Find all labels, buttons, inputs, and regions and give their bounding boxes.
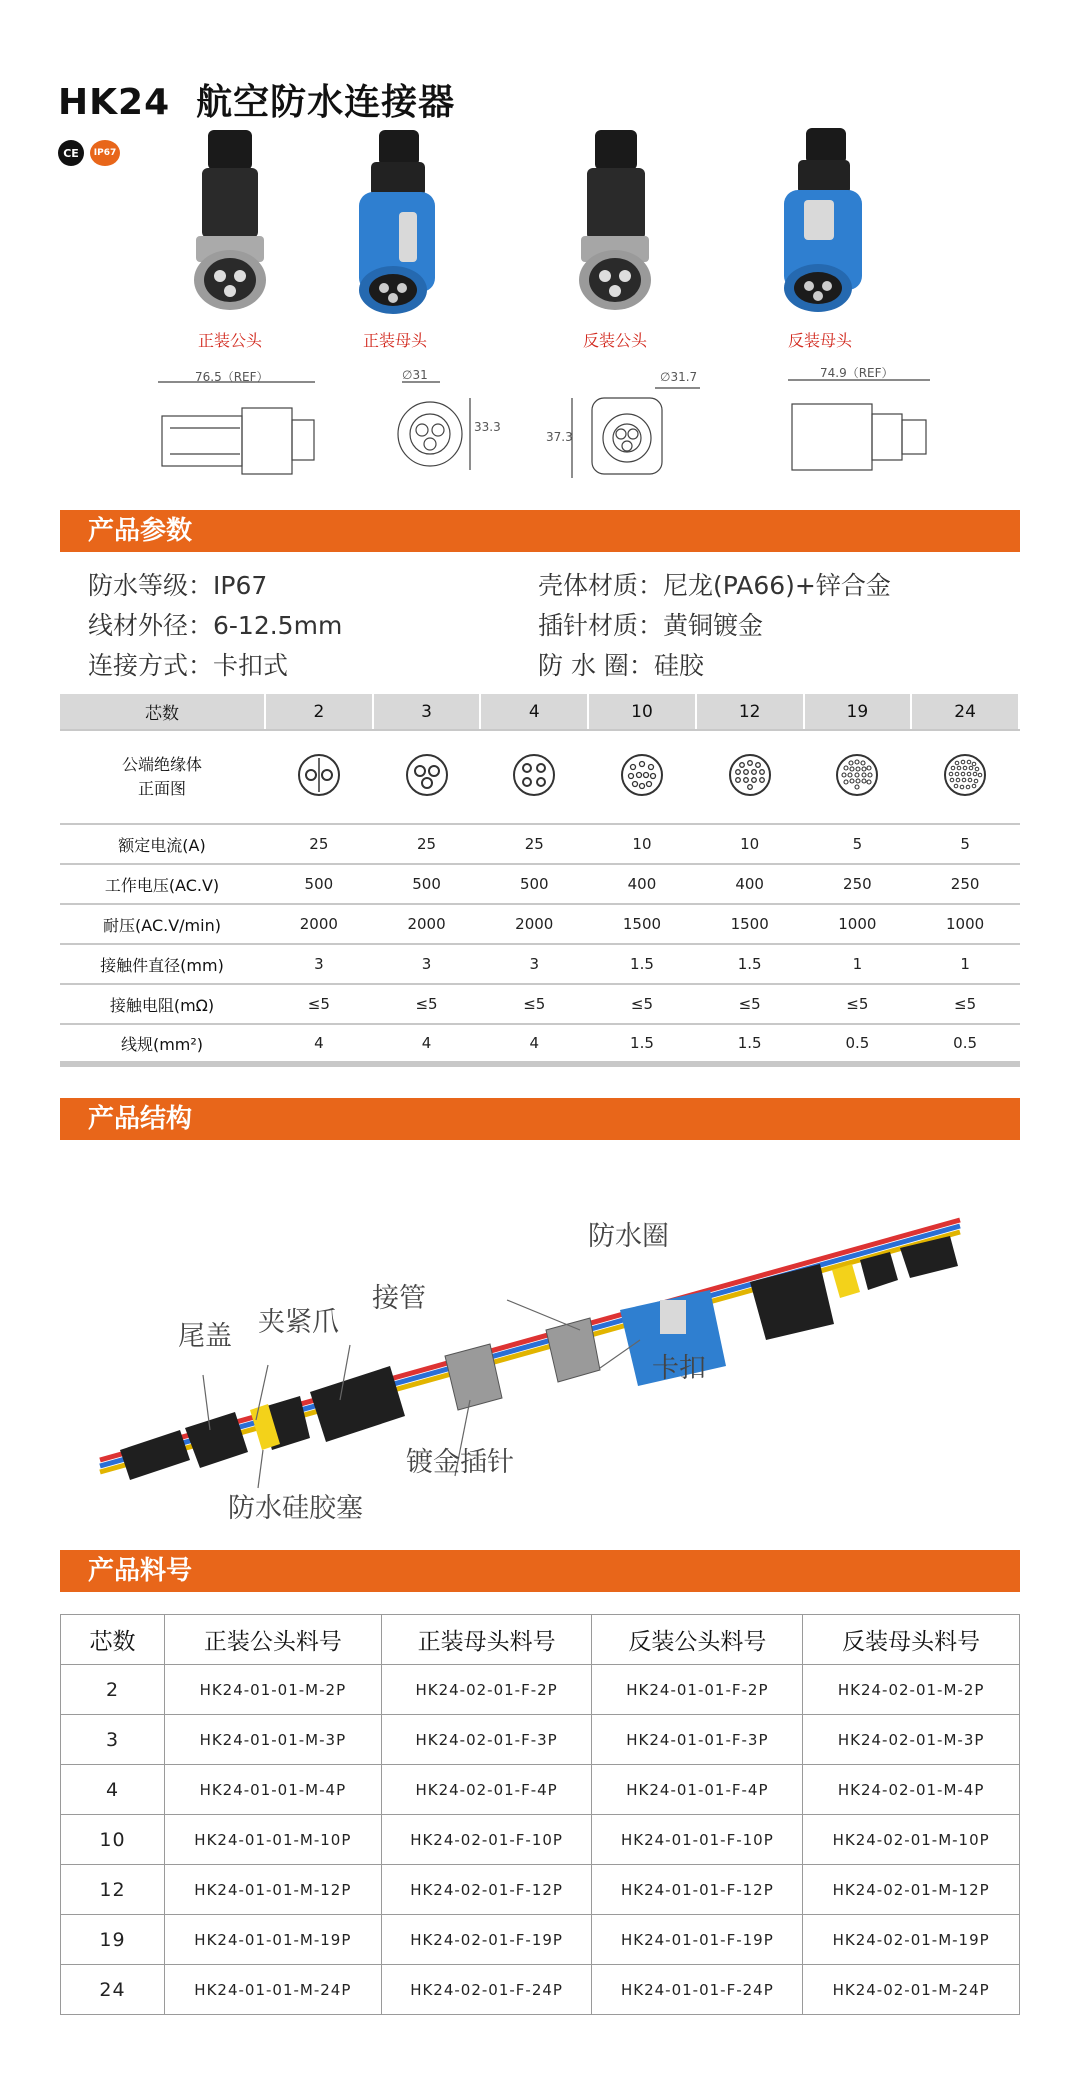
spec-value: ≤5 (696, 984, 804, 1024)
part-number: HK24-02-01-F-3P (381, 1715, 592, 1765)
page-title (58, 74, 455, 125)
part-number: HK24-01-01-M-2P (165, 1665, 382, 1715)
spec-value: 250 (804, 864, 912, 904)
part-number: HK24-01-01-F-4P (592, 1765, 803, 1815)
dimension-length-male: 76.5（REF） (195, 370, 269, 384)
pin-face-2-icon (296, 752, 342, 798)
dimension-height-female: 33.3 (474, 420, 501, 434)
parts-cores: 3 (61, 1715, 165, 1765)
product-straight-female (315, 128, 475, 358)
param-cable-diameter: 线材外径：6-12.5mm (88, 611, 343, 640)
spec-value: 10 (588, 824, 696, 864)
dimension-height-reverse: 37.3 (546, 430, 573, 444)
spec-value: 4 (480, 1024, 588, 1064)
dimension-drawings (140, 368, 940, 488)
section-header-params: 产品参数 (60, 510, 1020, 552)
parts-cores: 10 (61, 1815, 165, 1865)
spec-value: 3 (480, 944, 588, 984)
exploded-structure-diagram (60, 1160, 1020, 1540)
parts-header: 正装母头料号 (381, 1615, 592, 1665)
spec-value: 25 (480, 824, 588, 864)
spec-value: 0.5 (804, 1024, 912, 1064)
pin-face-cell (804, 730, 912, 824)
pin-face-cell (588, 730, 696, 824)
spec-value: 500 (265, 864, 373, 904)
part-number: HK24-02-01-M-2P (803, 1665, 1020, 1715)
spec-value: 1500 (696, 904, 804, 944)
spec-value: 500 (373, 864, 481, 904)
param-shell-material: 壳体材质：尼龙(PA66)+锌合金 (538, 571, 891, 600)
parts-header: 反装公头料号 (592, 1615, 803, 1665)
product-gallery (150, 128, 930, 358)
part-number: HK24-01-01-F-3P (592, 1715, 803, 1765)
reverse-female-connector-icon (760, 128, 880, 318)
ip67-badge-icon: IP67 (90, 140, 120, 166)
product-reverse-female (740, 128, 900, 358)
spec-row-label: 公端绝缘体 正面图 (60, 730, 265, 824)
part-number: HK24-01-01-M-12P (165, 1865, 382, 1915)
part-number: HK24-01-01-F-10P (592, 1815, 803, 1865)
product-caption: 反装母头 (787, 331, 852, 350)
pin-face-24-icon (942, 752, 988, 798)
spec-row (60, 944, 1019, 984)
spec-row (60, 864, 1019, 904)
spec-core-count: 10 (588, 694, 696, 730)
spec-row (60, 984, 1019, 1024)
param-connection: 连接方式：卡扣式 (88, 651, 289, 680)
product-caption: 反装公头 (582, 331, 647, 350)
spec-core-count: 3 (373, 694, 481, 730)
dimension-diameter-female: ∅31 (402, 368, 428, 382)
table-row (61, 1915, 1020, 1965)
pin-face-cell (911, 730, 1019, 824)
pin-face-10-icon (619, 752, 665, 798)
part-number: HK24-02-01-M-10P (803, 1815, 1020, 1865)
spec-core-count: 12 (696, 694, 804, 730)
table-row (61, 1965, 1020, 2015)
spec-pin-face-row (60, 730, 1019, 824)
part-number: HK24-01-01-F-2P (592, 1665, 803, 1715)
label-gold-pins: 镀金插针 (406, 1447, 514, 1478)
label-clamp: 夹紧爪 (258, 1307, 339, 1338)
part-number: HK24-02-01-M-4P (803, 1765, 1020, 1815)
spec-value: 1.5 (588, 944, 696, 984)
pin-face-19-icon (834, 752, 880, 798)
spec-row-label: 接触件直径(mm) (60, 944, 265, 984)
part-number: HK24-01-01-M-10P (165, 1815, 382, 1865)
dimension-drawings-icon (140, 368, 940, 488)
part-number: HK24-01-01-F-19P (592, 1915, 803, 1965)
spec-value: 25 (265, 824, 373, 864)
spec-header-row (60, 694, 1019, 730)
spec-value: 1.5 (588, 1024, 696, 1064)
pin-face-cell (696, 730, 804, 824)
spec-value: 5 (911, 824, 1019, 864)
ce-badge-icon: CE (58, 140, 84, 166)
part-number: HK24-02-01-F-24P (381, 1965, 592, 2015)
pin-face-cell (480, 730, 588, 824)
spec-value: 1000 (804, 904, 912, 944)
straight-male-connector-icon (170, 128, 290, 318)
section-header-structure: 产品结构 (60, 1098, 1020, 1140)
part-number: HK24-02-01-F-10P (381, 1815, 592, 1865)
label-silicone-plug: 防水硅胶塞 (228, 1493, 363, 1524)
parts-cores: 19 (61, 1915, 165, 1965)
spec-value: 3 (373, 944, 481, 984)
pin-face-cell (265, 730, 373, 824)
param-pin-material: 插针材质：黄铜镀金 (538, 611, 764, 640)
pin-face-3-icon (404, 752, 450, 798)
spec-value: 2000 (265, 904, 373, 944)
part-number: HK24-01-01-M-4P (165, 1765, 382, 1815)
spec-value: 0.5 (911, 1024, 1019, 1064)
spec-value: 10 (696, 824, 804, 864)
spec-row-label: 工作电压(AC.V) (60, 864, 265, 904)
table-row (61, 1865, 1020, 1915)
spec-value: 400 (696, 864, 804, 904)
label-connector-tube: 接管 (372, 1283, 426, 1314)
spec-value: ≤5 (373, 984, 481, 1024)
spec-value: 4 (265, 1024, 373, 1064)
spec-core-count: 24 (911, 694, 1019, 730)
spec-row-label: 耐压(AC.V/min) (60, 904, 265, 944)
parts-header-row (61, 1615, 1020, 1665)
spec-core-count: 19 (804, 694, 912, 730)
pin-face-12-icon (727, 752, 773, 798)
spec-value: 2000 (480, 904, 588, 944)
param-waterproof: 防水等级：IP67 (88, 571, 268, 600)
section-header-part-numbers: 产品料号 (60, 1550, 1020, 1592)
spec-value: 400 (588, 864, 696, 904)
parts-header: 反装母头料号 (803, 1615, 1020, 1665)
part-number: HK24-02-01-M-19P (803, 1915, 1020, 1965)
dimension-length-reverse: 74.9（REF） (820, 366, 894, 380)
param-seal: 防 水 圈：硅胶 (538, 651, 704, 680)
pin-face-4-icon (511, 752, 557, 798)
spec-table (60, 694, 1020, 1067)
spec-row-label: 接触电阻(mΩ) (60, 984, 265, 1024)
spec-value: ≤5 (911, 984, 1019, 1024)
spec-value: 4 (373, 1024, 481, 1064)
params-row (88, 606, 988, 646)
spec-row (60, 1024, 1019, 1064)
parts-header: 芯数 (61, 1615, 165, 1665)
spec-row (60, 904, 1019, 944)
straight-female-connector-icon (335, 128, 455, 318)
part-number: HK24-01-01-M-19P (165, 1915, 382, 1965)
product-reverse-male (535, 128, 695, 358)
spec-value: ≤5 (480, 984, 588, 1024)
spec-header-label: 芯数 (60, 694, 265, 730)
spec-value: 5 (804, 824, 912, 864)
table-row (61, 1665, 1020, 1715)
product-caption: 正装母头 (362, 331, 427, 350)
spec-row-label: 线规(mm²) (60, 1024, 265, 1064)
dimension-diameter-reverse: ∅31.7 (660, 370, 698, 384)
part-number: HK24-02-01-M-12P (803, 1865, 1020, 1915)
spec-core-count: 2 (265, 694, 373, 730)
pin-face-cell (373, 730, 481, 824)
spec-row (60, 824, 1019, 864)
label-waterproof-ring: 防水圈 (588, 1221, 669, 1252)
params-row (88, 646, 988, 686)
part-number: HK24-02-01-F-2P (381, 1665, 592, 1715)
product-straight-male (150, 128, 310, 358)
parts-cores: 12 (61, 1865, 165, 1915)
spec-value: 1000 (911, 904, 1019, 944)
part-number: HK24-02-01-F-19P (381, 1915, 592, 1965)
spec-value: 250 (911, 864, 1019, 904)
spec-value: 1.5 (696, 944, 804, 984)
part-number: HK24-01-01-M-3P (165, 1715, 382, 1765)
parts-cores: 4 (61, 1765, 165, 1815)
params-list (88, 566, 988, 686)
parts-cores: 24 (61, 1965, 165, 2015)
table-row (61, 1715, 1020, 1765)
part-number-table (60, 1614, 1020, 2015)
table-row (61, 1765, 1020, 1815)
label-latch: 卡扣 (652, 1353, 706, 1384)
part-number: HK24-02-01-M-24P (803, 1965, 1020, 2015)
parts-header: 正装公头料号 (165, 1615, 382, 1665)
spec-value: 1 (804, 944, 912, 984)
certification-badges (58, 140, 120, 166)
label-tail-cap: 尾盖 (178, 1321, 232, 1352)
spec-value: 25 (373, 824, 481, 864)
spec-value: ≤5 (265, 984, 373, 1024)
spec-value: 500 (480, 864, 588, 904)
spec-value: 1500 (588, 904, 696, 944)
table-row (61, 1815, 1020, 1865)
part-number: HK24-01-01-M-24P (165, 1965, 382, 2015)
spec-core-count: 4 (480, 694, 588, 730)
reverse-male-connector-icon (555, 128, 675, 318)
spec-value: 1 (911, 944, 1019, 984)
part-number: HK24-02-01-M-3P (803, 1715, 1020, 1765)
part-number: HK24-01-01-F-12P (592, 1865, 803, 1915)
spec-row-label: 额定电流(A) (60, 824, 265, 864)
spec-value: ≤5 (804, 984, 912, 1024)
product-caption: 正装公头 (197, 331, 262, 350)
spec-value: 2000 (373, 904, 481, 944)
spec-value: 3 (265, 944, 373, 984)
part-number: HK24-01-01-F-24P (592, 1965, 803, 2015)
product-name: 航空防水连接器 (196, 82, 456, 123)
product-code: HK24 (58, 82, 171, 123)
part-number: HK24-02-01-F-12P (381, 1865, 592, 1915)
spec-value: 1.5 (696, 1024, 804, 1064)
part-number: HK24-02-01-F-4P (381, 1765, 592, 1815)
params-row (88, 566, 988, 606)
spec-value: ≤5 (588, 984, 696, 1024)
parts-cores: 2 (61, 1665, 165, 1715)
